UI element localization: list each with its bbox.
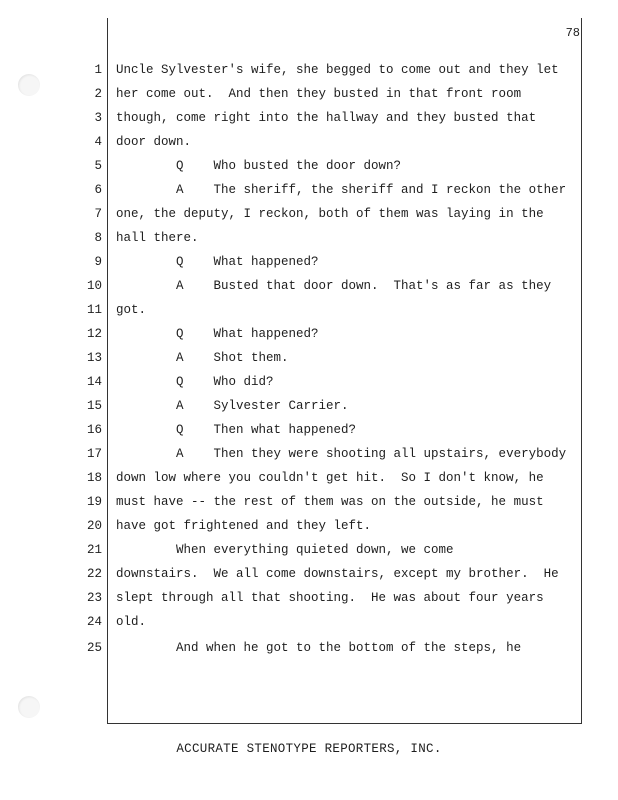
margin-rule-bottom <box>107 723 582 724</box>
line-number: 13 <box>86 351 102 365</box>
line-number: 23 <box>86 591 102 605</box>
line-number: 3 <box>94 111 102 125</box>
margin-rule-right <box>581 18 582 724</box>
transcript-line: downstairs. We all come downstairs, except my brother. He <box>116 567 559 581</box>
punch-hole-top <box>18 74 40 96</box>
page-number: 78 <box>565 26 580 40</box>
transcript-line: must have -- the rest of them was on the outside, he must <box>116 495 544 509</box>
line-number: 25 <box>86 641 102 655</box>
margin-rule-left <box>107 18 108 724</box>
line-number: 18 <box>86 471 102 485</box>
line-number: 4 <box>94 135 102 149</box>
line-number: 10 <box>86 279 102 293</box>
transcript-line: A Busted that door down. That's as far as they <box>116 279 552 293</box>
line-number: 5 <box>94 159 102 173</box>
transcript-line: her come out. And then they busted in that front room <box>116 87 522 101</box>
transcript-line: A The sheriff, the sheriff and I reckon the other <box>116 183 567 197</box>
transcript-line: though, come right into the hallway and they busted that <box>116 111 537 125</box>
transcript-line: hall there. <box>116 231 199 245</box>
line-number: 15 <box>86 399 102 413</box>
line-number: 21 <box>86 543 102 557</box>
transcript-line: A Shot them. <box>116 351 289 365</box>
transcript-line: Q What happened? <box>116 255 319 269</box>
transcript-line: Q What happened? <box>116 327 319 341</box>
transcript-line: one, the deputy, I reckon, both of them was laying in the <box>116 207 544 221</box>
line-number: 14 <box>86 375 102 389</box>
line-number: 12 <box>86 327 102 341</box>
line-number: 19 <box>86 495 102 509</box>
line-number: 7 <box>94 207 102 221</box>
line-number: 6 <box>94 183 102 197</box>
line-number: 24 <box>86 615 102 629</box>
transcript-line: Q Who did? <box>116 375 274 389</box>
line-number: 11 <box>86 303 102 317</box>
transcript-line: Q Who busted the door down? <box>116 159 402 173</box>
punch-hole-bottom <box>18 696 40 718</box>
transcript-line: A Then they were shooting all upstairs, everybody <box>116 447 567 461</box>
line-number: 2 <box>94 87 102 101</box>
transcript-line: slept through all that shooting. He was about four years <box>116 591 544 605</box>
line-number: 8 <box>94 231 102 245</box>
transcript-line: old. <box>116 615 147 629</box>
reporter-footer: ACCURATE STENOTYPE REPORTERS, INC. <box>176 742 442 756</box>
transcript-line: have got frightened and they left. <box>116 519 372 533</box>
transcript-line: A Sylvester Carrier. <box>116 399 349 413</box>
transcript-line: Uncle Sylvester's wife, she begged to come out and they let <box>116 63 559 77</box>
line-number: 17 <box>86 447 102 461</box>
transcript-line: When everything quieted down, we come <box>116 543 454 557</box>
transcript-line: door down. <box>116 135 192 149</box>
line-number: 22 <box>86 567 102 581</box>
line-number: 16 <box>86 423 102 437</box>
line-number: 20 <box>86 519 102 533</box>
line-number: 9 <box>94 255 102 269</box>
transcript-line: down low where you couldn't get hit. So I don't know, he <box>116 471 544 485</box>
transcript-line: got. <box>116 303 147 317</box>
transcript-line: Q Then what happened? <box>116 423 357 437</box>
line-number: 1 <box>94 63 102 77</box>
transcript-line: And when he got to the bottom of the steps, he <box>116 641 522 655</box>
